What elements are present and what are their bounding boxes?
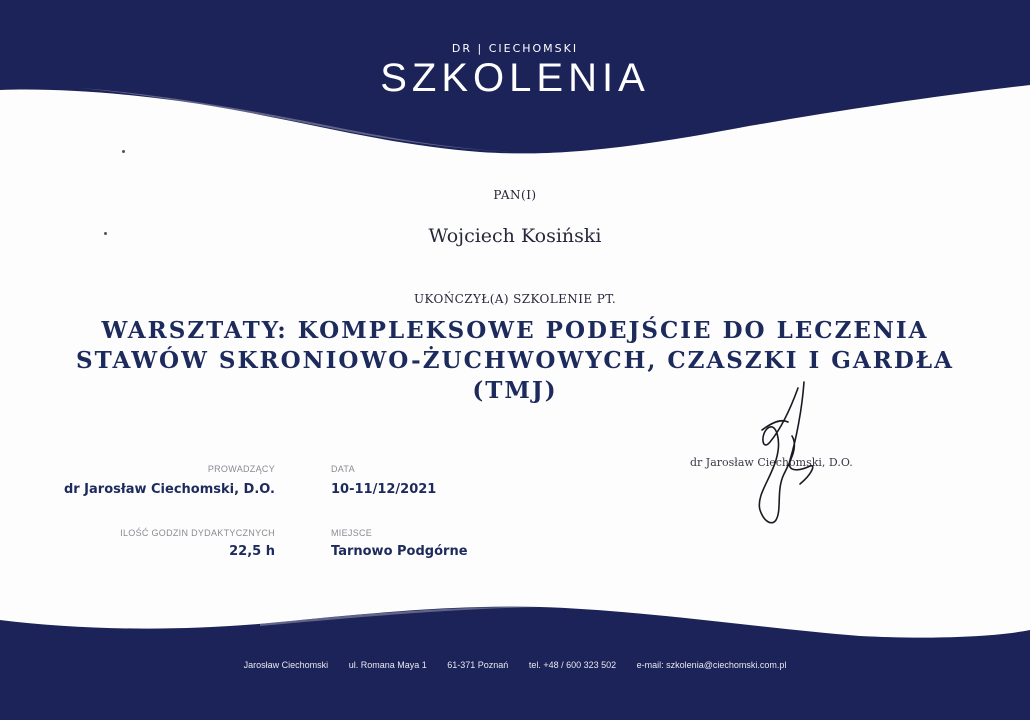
brand-logo-text: SZKOLENIA xyxy=(380,56,650,100)
handwritten-signature xyxy=(740,370,830,540)
course-title xyxy=(0,316,1030,406)
course-title-line: STAWÓW SKRONIOWO-ŻUCHWOWYCH, CZASZKI I GARDŁA xyxy=(76,347,954,374)
place-label: MIEJSCE xyxy=(331,528,373,538)
salutation: PAN(I) xyxy=(493,188,537,202)
footer-street: ul. Romana Maya 1 xyxy=(348,660,427,670)
instructor-label: PROWADZĄCY xyxy=(207,464,275,474)
footer-phone: tel. +48 / 600 323 502 xyxy=(528,660,617,670)
hours-value: 22,5 h xyxy=(229,544,275,559)
place-value: Tarnowo Podgórne xyxy=(331,544,468,559)
hours-label: ILOŚĆ GODZIN DYDAKTYCZNYCH xyxy=(120,528,275,538)
instructor-value: dr Jarosław Ciechomski, D.O. xyxy=(63,482,275,497)
footer-name: Jarosław Ciechomski xyxy=(243,660,329,670)
course-title-line: (TMJ) xyxy=(472,377,558,404)
signature-name: dr Jarosław Ciechomski, D.O. xyxy=(690,456,853,469)
course-title-line: WARSZTATY: KOMPLEKSOWE PODEJŚCIE DO LECZENIA xyxy=(101,317,929,344)
recipient-name: Wojciech Kosiński xyxy=(428,225,602,247)
date-value: 10-11/12/2021 xyxy=(331,482,437,497)
footer-email: e-mail: szkolenia@ciechomski.com.pl xyxy=(636,660,787,670)
completed-text: UKOŃCZYŁ(A) SZKOLENIE PT. xyxy=(413,292,617,306)
date-label: DATA xyxy=(331,464,355,474)
brand-small: DR | CIECHOMSKI xyxy=(451,42,579,55)
footer-contact xyxy=(0,660,1030,670)
speck xyxy=(122,150,125,153)
footer-city: 61-371 Poznań xyxy=(447,660,509,670)
